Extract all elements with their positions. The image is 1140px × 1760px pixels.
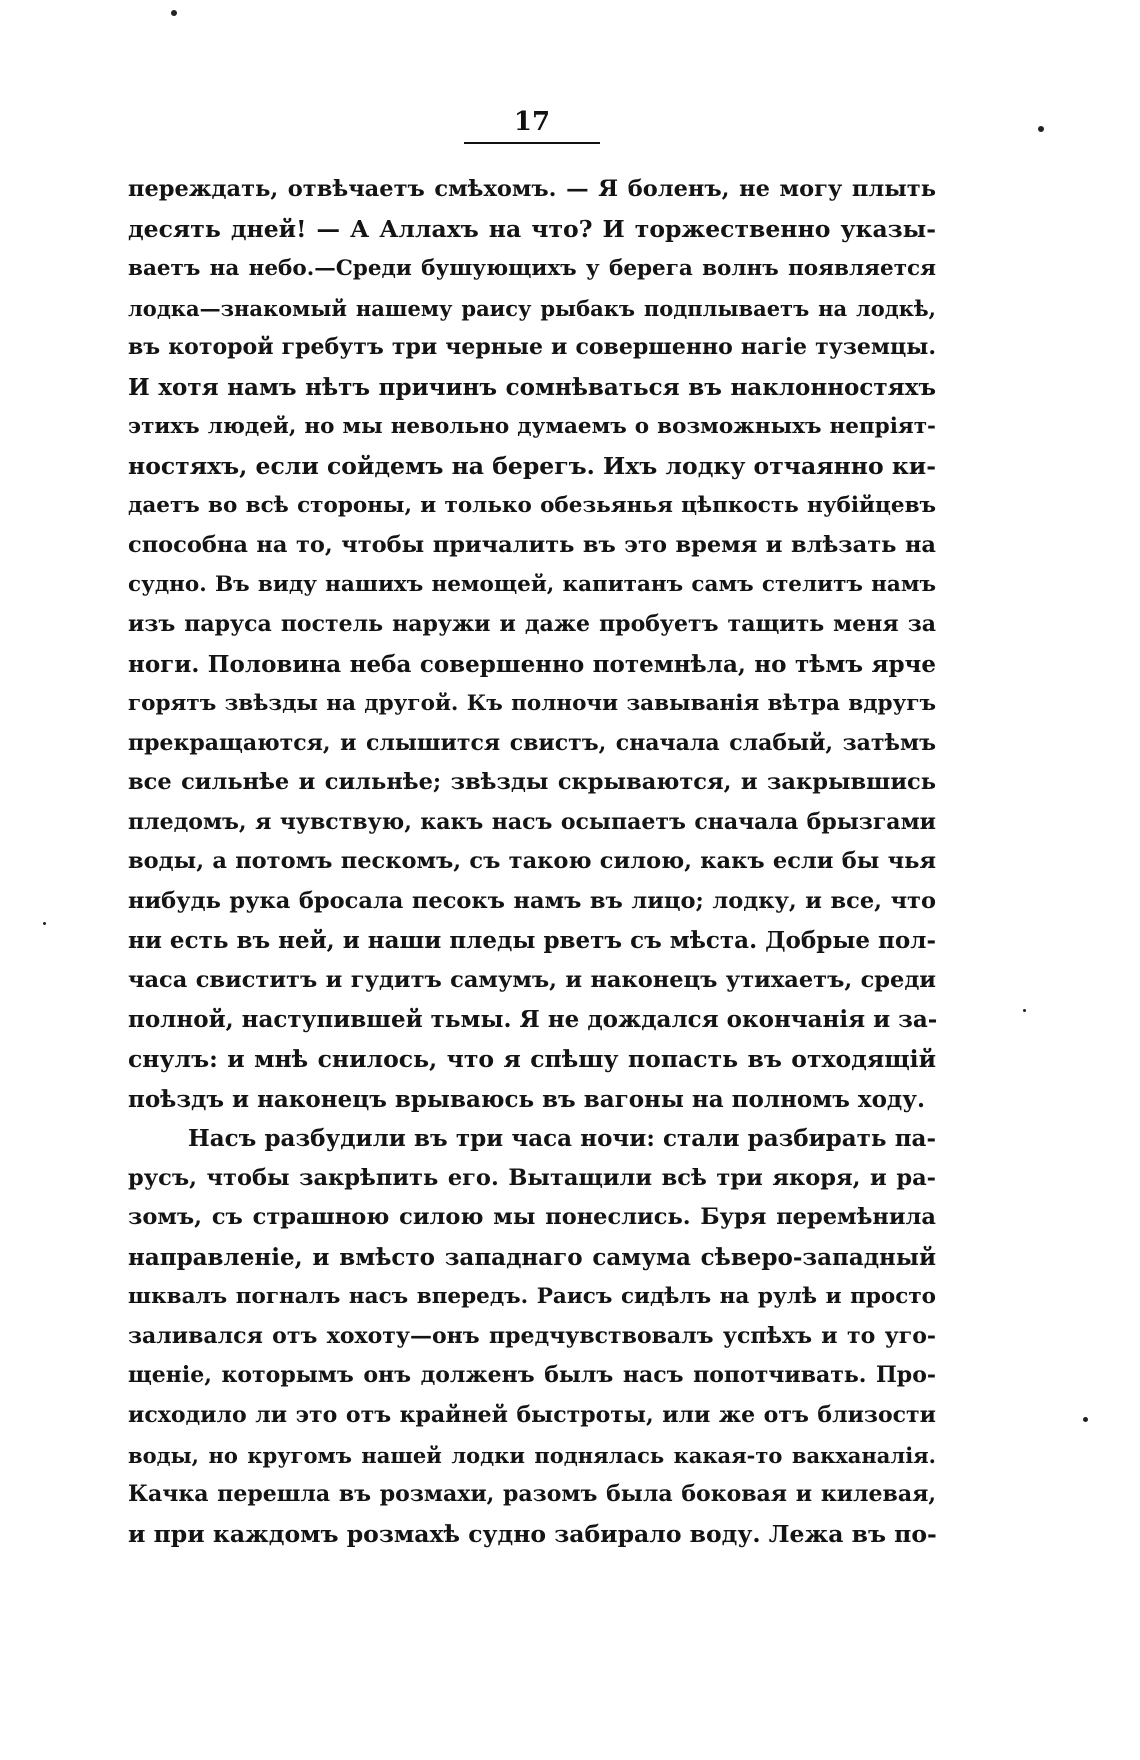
text-line: лодка—знакомый нашему раису рыбакъ подплываетъ на лодкѣ,	[128, 295, 936, 321]
text-line: полной, наступившей тьмы. Я не дождался окончанія и за-	[128, 1006, 938, 1034]
text-line: способна на то, чтобы причалить въ это время и влѣзать на	[128, 531, 936, 558]
text-line: ваетъ на небо.—Среди бушующихъ у берега волнъ появляется	[128, 256, 936, 282]
text-line: ноги. Половина неба совершенно потемнѣла, но тѣмъ ярче	[128, 650, 936, 678]
text-line: Качка перешла въ розмахи, разомъ была боковая и килевая,	[128, 1481, 936, 1508]
text-line: этихъ людей, но мы невольно думаемъ о возможныхъ непріят-	[128, 414, 936, 440]
text-line: нибудь рука бросала песокъ намъ въ лицо; лодку, и все, что	[128, 887, 936, 914]
text-line: снулъ: и мнѣ снилось, что я спѣшу попасть въ отходящій	[128, 1045, 936, 1074]
paragraph	[128, 1119, 936, 1554]
text-line: переждать, отвѣчаетъ смѣхомъ. — Я боленъ, не могу плыть	[128, 176, 936, 202]
text-line: щеніе, которымъ онъ долженъ былъ насъ попотчивать. Про-	[128, 1362, 936, 1389]
text-line: русъ, чтобы закрѣпить его. Вытащили всѣ три якоря, и ра-	[128, 1164, 936, 1191]
text-line: поѣздъ и наконецъ врываюсь въ вагоны на полномъ ходу.	[128, 1085, 925, 1113]
print-speck	[171, 10, 177, 16]
print-speck	[1038, 126, 1044, 132]
text-line: часа свиститъ и гудитъ самумъ, и наконецъ утихаетъ, среди	[128, 966, 936, 993]
text-line: И хотя намъ нѣтъ причинъ сомнѣваться въ наклонностяхъ	[128, 373, 936, 401]
text-line: заливался отъ хохоту—онъ предчувствовалъ успѣхъ и то уго-	[128, 1322, 936, 1349]
print-speck	[1023, 1009, 1026, 1012]
text-line: ностяхъ, если сойдемъ на берегъ. Ихъ лодку отчаянно ки-	[128, 451, 936, 480]
text-line: шквалъ погналъ насъ впередъ. Раисъ сидѣлъ на рулѣ и просто	[128, 1284, 936, 1310]
print-speck	[1083, 1417, 1088, 1422]
text-line: ни есть въ ней, и наши пледы рветъ съ мѣста. Добрые пол-	[128, 927, 936, 955]
page-number: 17	[513, 107, 551, 137]
text-line: горятъ звѣзды на другой. Къ полночи завыванія вѣтра вдругъ	[128, 691, 936, 717]
paragraph	[128, 170, 936, 1119]
text-line: прекращаются, и слышится свистъ, сначала слабый, затѣмъ	[128, 729, 936, 756]
page-header	[462, 104, 602, 144]
text-line: Насъ разбудили въ три часа ночи: стали разбирать па-	[188, 1125, 936, 1153]
text-line: десять дней! — А Аллахъ на что? И торжественно указы-	[128, 214, 936, 243]
text-line: воды, а потомъ пескомъ, съ такою силою, какъ если бы чья	[128, 848, 936, 875]
text-line: исходило ли это отъ крайней быстроты, или же отъ близости	[128, 1401, 936, 1428]
text-line: пледомъ, я чувствую, какъ насъ осыпаетъ сначала брызгами	[128, 808, 936, 835]
text-line: зомъ, съ страшною силою мы понеслись. Буря перемѣнила	[128, 1204, 936, 1231]
text-line: даетъ во всѣ стороны, и только обезьянья цѣпкость нубійцевъ	[128, 493, 936, 519]
print-speck	[43, 922, 46, 925]
body-text	[128, 170, 936, 1554]
text-line: и при каждомъ розмахѣ судно забирало воду. Лежа въ по-	[128, 1519, 937, 1548]
header-rule	[464, 142, 600, 144]
text-line: судно. Въ виду нашихъ немощей, капитанъ самъ стелитъ намъ	[128, 572, 936, 598]
text-line: въ которой гребутъ три черные и совершенно нагіе туземцы.	[128, 334, 936, 361]
text-line: направленіе, и вмѣсто западнаго самума сѣверо-западный	[128, 1243, 936, 1271]
text-line: все сильнѣе и сильнѣе; звѣзды скрываются, и закрывшись	[128, 769, 936, 796]
text-line: изъ паруса постель наружи и даже пробуетъ тащить меня за	[128, 611, 936, 638]
text-line: воды, но кругомъ нашей лодки поднялась какая-то вакханалія.	[128, 1442, 936, 1468]
